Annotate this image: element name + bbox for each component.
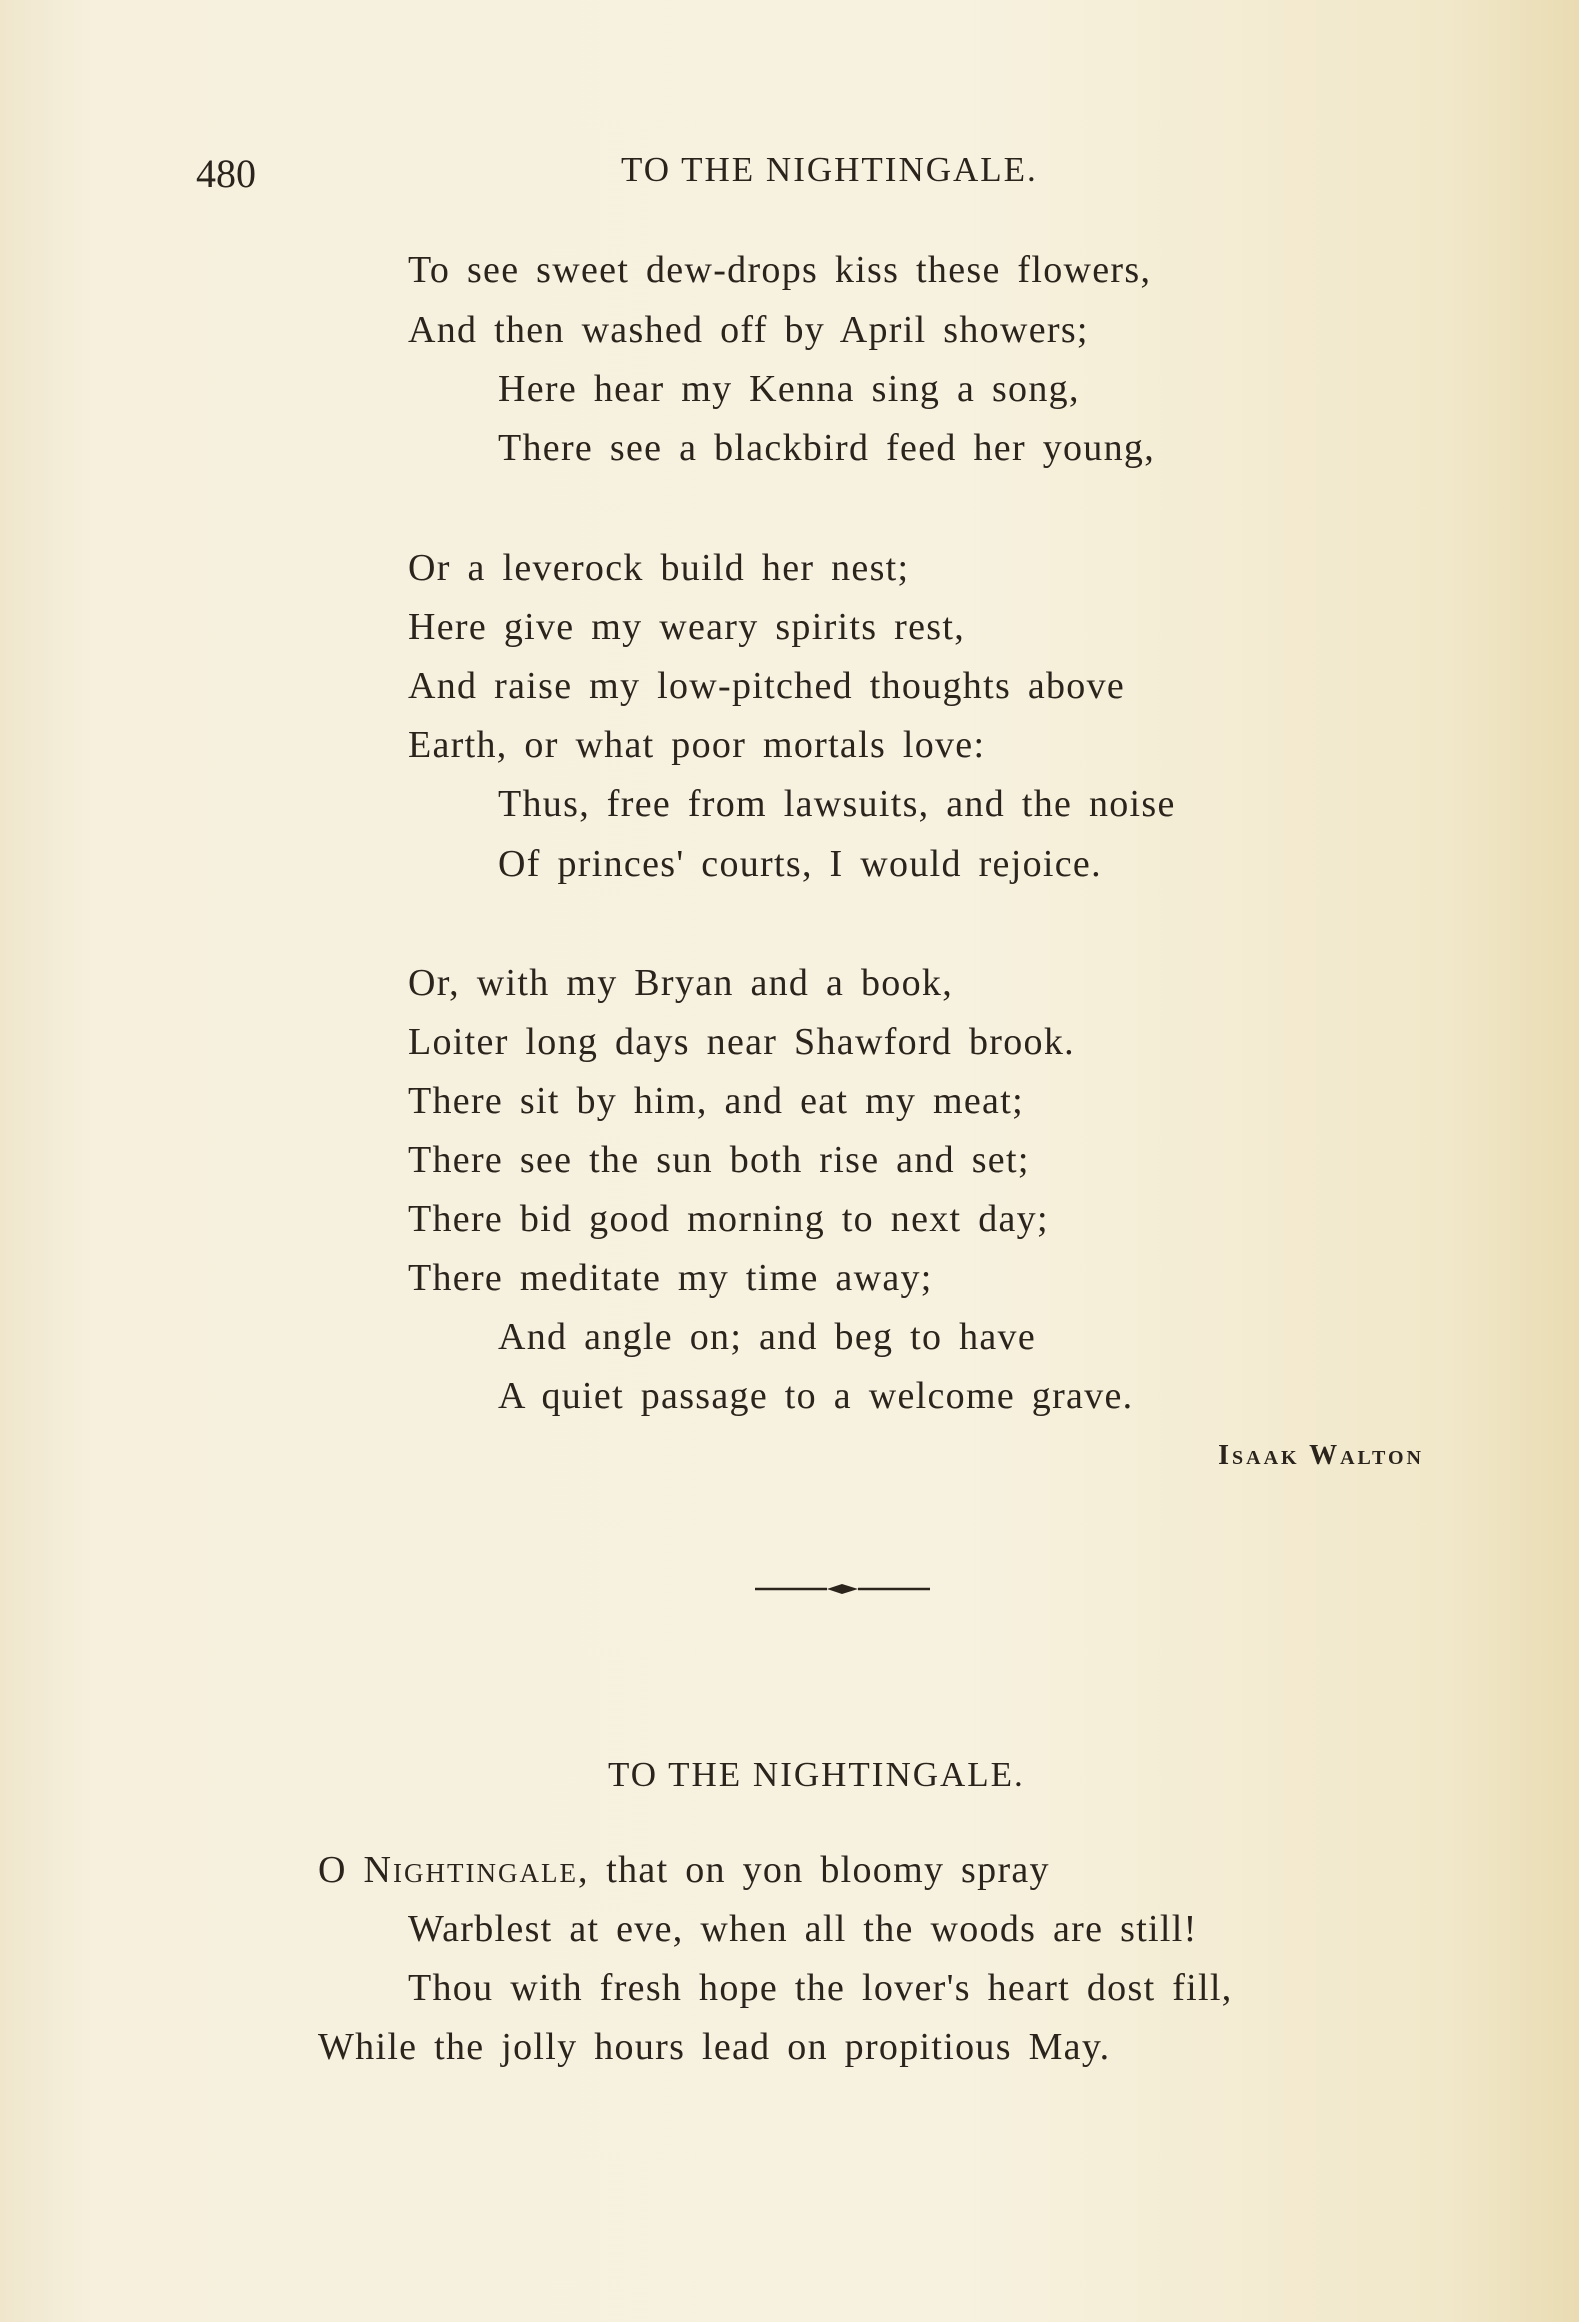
poem-line: Or, with my Bryan and a book, xyxy=(408,962,953,1004)
poem-line: And raise my low-pitched thoughts above xyxy=(408,665,1126,707)
page-number: 480 xyxy=(196,151,256,196)
poem-line: And then washed off by April showers; xyxy=(408,309,1089,351)
poem-line: There bid good morning to next day; xyxy=(408,1198,1049,1240)
running-title: TO THE NIGHTINGALE. xyxy=(621,150,1038,189)
poem-line: Here give my weary spirits rest, xyxy=(408,606,966,648)
poem-line: Warblest at eve, when all the woods are still! xyxy=(408,1908,1198,1950)
poem-line: There see a blackbird feed her young, xyxy=(498,427,1155,469)
poem-line: Or a leverock build her nest; xyxy=(408,547,910,589)
poem-line: Loiter long days near Shawford brook. xyxy=(408,1021,1075,1063)
author-credit: Isaak Walton xyxy=(1218,1440,1424,1471)
section-divider-ornament xyxy=(755,1582,930,1596)
poem-line: And angle on; and beg to have xyxy=(498,1316,1037,1358)
poem-title: TO THE NIGHTINGALE. xyxy=(608,1755,1025,1794)
poem-line: There meditate my time away; xyxy=(408,1257,933,1299)
initial-letter: O xyxy=(318,1849,364,1891)
poem-line xyxy=(318,1848,1050,1892)
poem-line: A quiet passage to a welcome grave. xyxy=(498,1375,1134,1417)
poem-line: Earth, or what poor mortals love: xyxy=(408,724,986,766)
poem-line: Of princes' courts, I would rejoice. xyxy=(498,843,1102,885)
poem-line: Thus, free from lawsuits, and the noise xyxy=(498,783,1176,825)
poem-line: There sit by him, and eat my meat; xyxy=(408,1080,1024,1122)
small-caps-word: Nightingale, xyxy=(363,1849,590,1891)
poem-line: To see sweet dew-drops kiss these flowers, xyxy=(408,249,1152,291)
poem-line: There see the sun both rise and set; xyxy=(408,1139,1030,1181)
poem-line: Here hear my Kenna sing a song, xyxy=(498,368,1080,410)
poem-line: Thou with fresh hope the lover's heart dost fill, xyxy=(408,1967,1233,2009)
line-rest: that on yon bloomy spray xyxy=(589,1849,1050,1891)
poem-line: While the jolly hours lead on propitious May. xyxy=(318,2026,1111,2068)
